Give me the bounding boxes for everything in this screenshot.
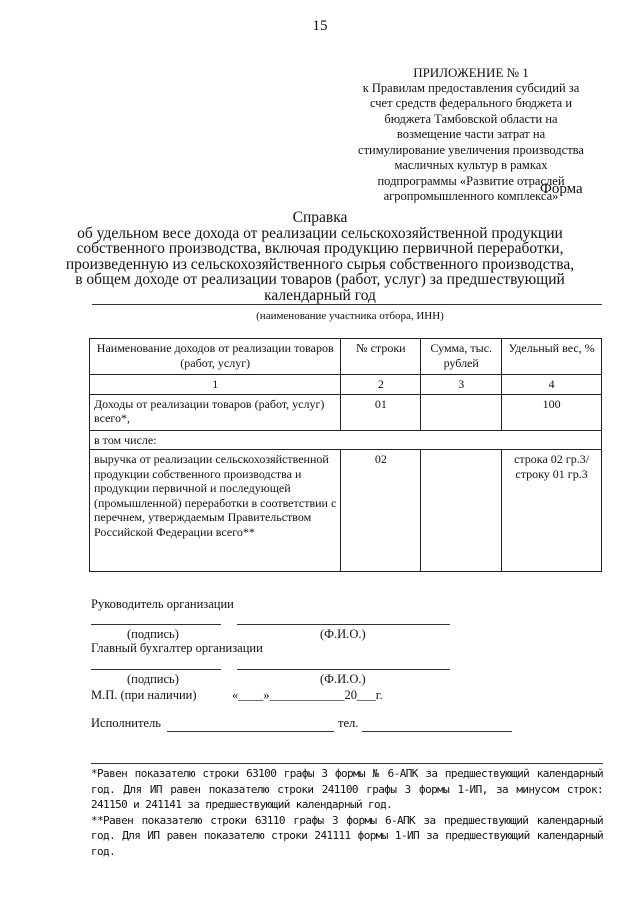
footnote: *Равен показателю строки 63100 графы 3 формы № 6-АПК за предшествующий календарный год. Для ИП равен показателю строки 241100 графы 3 формы 1-ИП, за минусом строк: 241150 и 241141 за предшествующий календарный год. [91, 767, 603, 811]
accountant-signature-hint: (подпись) [127, 672, 179, 686]
footnote-divider [91, 763, 603, 764]
col-number: 4 [502, 375, 602, 395]
accountant-signature-line[interactable] [91, 669, 221, 670]
head-label: Руководитель организации [91, 597, 234, 611]
executor-line[interactable] [167, 731, 334, 732]
appendix-line: стимулирование увеличения производства [358, 142, 584, 157]
col-number: 3 [421, 375, 502, 395]
row1-share: 100 [502, 394, 602, 430]
header-row-no: № строки [341, 339, 421, 375]
appendix-line: агропромышленного комплекса» [383, 189, 559, 203]
accountant-fio-hint: (Ф.И.О.) [320, 672, 366, 686]
title-line: об удельном весе дохода от реализации сельскохозяйственной продукции [77, 224, 563, 242]
header-name: Наименование доходов от реализации товаров (работ, услуг) [90, 339, 341, 375]
footnotes [91, 766, 603, 859]
title-line: собственного производства, включая продукцию первичной переработки, [76, 240, 564, 257]
page-number: 15 [312, 18, 328, 34]
accountant-label: Главный бухгалтер организации [91, 641, 263, 655]
appendix-line: масличных культур в рамках [394, 158, 548, 172]
executor-label: Исполнитель [91, 716, 161, 730]
row1-name: Доходы от реализации товаров (работ, услуг) всего*, [90, 394, 341, 430]
col-number: 2 [341, 375, 421, 395]
appendix-line: бюджета Тамбовской области на [384, 111, 558, 126]
appendix-line: к Правилам предоставления субсидий за [362, 80, 580, 95]
appendix-line: подпрограммы «Развитие отраслей [377, 173, 565, 188]
title-line: произведенную из сельскохозяйственного сырья собственного производства, [65, 255, 575, 273]
title-line: календарный год [264, 286, 376, 304]
row1-sum[interactable] [421, 394, 502, 430]
form-label: Форма [540, 181, 583, 197]
accountant-fio-line[interactable] [237, 669, 450, 670]
appendix-line: возмещение части затрат на [396, 127, 546, 141]
row2-sum[interactable] [421, 450, 502, 572]
header-share: Удельный вес, % [502, 339, 602, 375]
header-sum: Сумма, тыс. рублей [421, 339, 502, 375]
row2-row-no: 02 [341, 450, 421, 572]
title-line: в общем доходе от реализации товаров (работ, услуг) за предшествующий [75, 271, 565, 288]
phone-label: тел. [338, 716, 359, 730]
appendix-line: счет средств федерального бюджета и [369, 96, 573, 110]
footnote: **Равен показателю строки 63110 графы 3 формы 6-АПК за предшествующий календарный год. Для ИП равен показателю строки 241111 формы 1-ИП за предшествующий календарный год. [91, 813, 603, 858]
date-field[interactable]: «____»____________20___г. [232, 688, 383, 702]
row1-row-no: 01 [341, 394, 421, 430]
head-signature-hint: (подпись) [127, 627, 179, 641]
row2-share: строка 02 гр.3/ строку 01 гр.3 [502, 450, 602, 572]
seal-label: М.П. (при наличии) [91, 688, 197, 702]
phone-line[interactable] [362, 731, 512, 732]
participant-name-line[interactable] [92, 304, 602, 305]
head-signature-line[interactable] [91, 624, 221, 625]
appendix-title: ПРИЛОЖЕНИЕ № 1 [413, 65, 529, 80]
row2-name: выручка от реализации сельскохозяйственной продукции собственного производства и продукции первичной и последующей (промышленной) переработки в соответствии с перечнем, утверждаемым Правительством Российской Федерации всего** [90, 450, 341, 572]
income-table [89, 338, 602, 572]
head-fio-hint: (Ф.И.О.) [320, 627, 366, 641]
title-heading: Справка [292, 209, 348, 226]
head-fio-line[interactable] [237, 624, 450, 625]
col-number: 1 [90, 375, 341, 395]
participant-hint: (наименование участника отбора, ИНН) [256, 310, 444, 322]
including-row: в том числе: [90, 430, 602, 450]
document-title [60, 210, 580, 303]
